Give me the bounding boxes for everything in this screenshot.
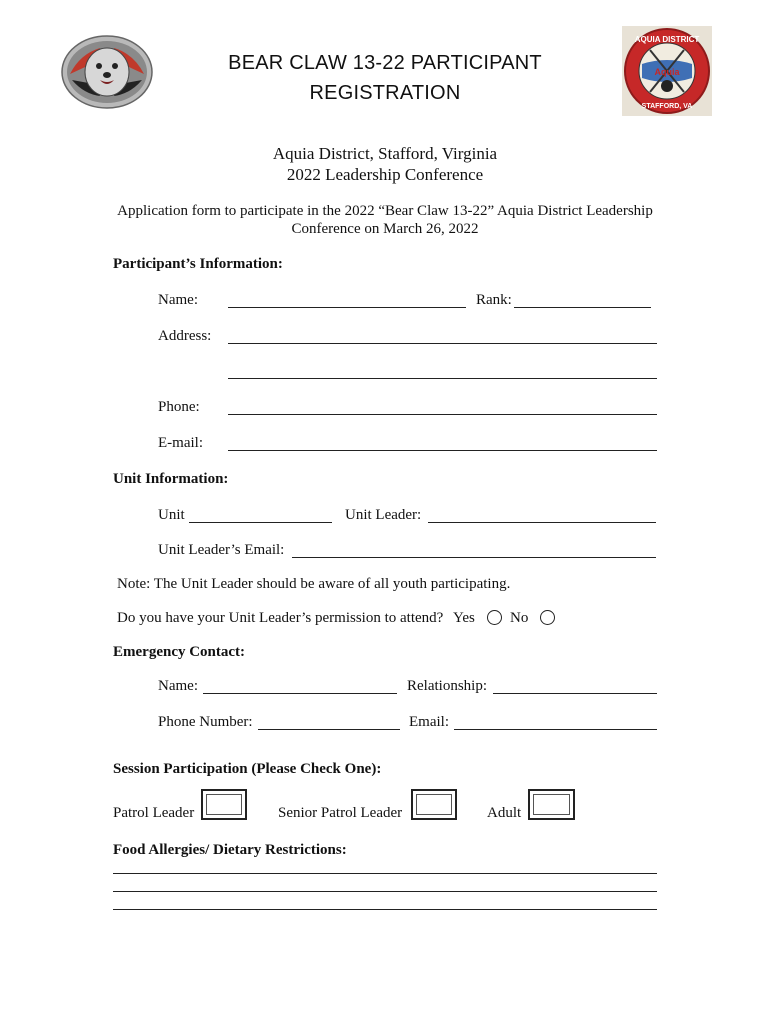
permission-no-label: No — [510, 610, 529, 626]
patch-text-bottom: STAFFORD, VA — [641, 103, 693, 110]
intro-text-line1: Application form to participate in the 2022 “Bear Claw 13-22” Aquia District Leadership — [117, 203, 653, 219]
unit-leader-note: Note: The Unit Leader should be aware of all youth participating. — [117, 576, 511, 592]
participant-email-field[interactable] — [228, 450, 657, 451]
participant-rank-field[interactable] — [514, 307, 651, 308]
participant-name-field[interactable] — [228, 307, 466, 308]
permission-question: Do you have your Unit Leader’s permission to attend? — [117, 610, 444, 626]
session-option-adult-label: Adult — [487, 805, 522, 821]
emergency-name-field[interactable] — [203, 693, 397, 694]
emergency-phone-label: Phone Number: — [158, 714, 253, 730]
patch-text-top: AQUIA DISTRICT — [634, 35, 700, 44]
emergency-phone-field[interactable] — [258, 729, 400, 730]
bear-claw-logo — [60, 34, 154, 110]
participant-address-label: Address: — [158, 328, 212, 344]
session-option-adult-checkbox[interactable] — [528, 789, 575, 820]
subtitle-district: Aquia District, Stafford, Virginia — [272, 144, 498, 163]
session-option-senior-patrol-leader-label: Senior Patrol Leader — [278, 805, 403, 821]
unit-leader-field[interactable] — [428, 522, 656, 523]
session-participation-heading: Session Participation (Please Check One): — [113, 761, 382, 777]
form-title-line2: REGISTRATION — [309, 82, 461, 104]
food-allergies-field-3[interactable] — [113, 909, 657, 910]
session-option-senior-patrol-leader-checkbox[interactable] — [411, 789, 457, 820]
subtitle-conference: 2022 Leadership Conference — [286, 165, 484, 184]
food-allergies-field-1[interactable] — [113, 873, 657, 874]
unit-leader-label: Unit Leader: — [345, 507, 422, 523]
participant-address-field-1[interactable] — [228, 343, 657, 344]
unit-field[interactable] — [189, 522, 332, 523]
session-option-patrol-leader-label: Patrol Leader — [113, 805, 195, 821]
patch-text-mid: Aquia — [654, 67, 680, 77]
participant-info-heading: Participant’s Information: — [113, 256, 283, 272]
session-option-patrol-leader-checkbox[interactable] — [201, 789, 247, 820]
unit-leader-email-field[interactable] — [292, 557, 656, 558]
emergency-contact-heading: Emergency Contact: — [113, 644, 246, 660]
participant-rank-label: Rank: — [476, 292, 512, 308]
unit-info-heading: Unit Information: — [113, 471, 229, 487]
emergency-relationship-label: Relationship: — [407, 678, 487, 694]
participant-name-label: Name: — [158, 292, 198, 308]
permission-yes-label: Yes — [453, 610, 475, 626]
food-allergies-heading: Food Allergies/ Dietary Restrictions: — [113, 842, 347, 858]
unit-leader-email-label: Unit Leader’s Email: — [158, 542, 285, 558]
participant-phone-field[interactable] — [228, 414, 657, 415]
participant-email-label: E-mail: — [158, 435, 203, 451]
unit-label: Unit — [158, 507, 185, 523]
emergency-name-label: Name: — [158, 678, 198, 694]
permission-yes-radio[interactable] — [487, 610, 502, 625]
emergency-email-label: Email: — [409, 714, 449, 730]
permission-no-radio[interactable] — [540, 610, 555, 625]
participant-address-field-2[interactable] — [228, 378, 657, 379]
form-title-line1: BEAR CLAW 13-22 PARTICIPANT — [228, 52, 542, 74]
emergency-email-field[interactable] — [454, 729, 657, 730]
intro-text-line2: Conference on March 26, 2022 — [291, 221, 479, 237]
aquia-district-patch-logo — [622, 26, 712, 116]
participant-phone-label: Phone: — [158, 399, 200, 415]
food-allergies-field-2[interactable] — [113, 891, 657, 892]
emergency-relationship-field[interactable] — [493, 693, 657, 694]
